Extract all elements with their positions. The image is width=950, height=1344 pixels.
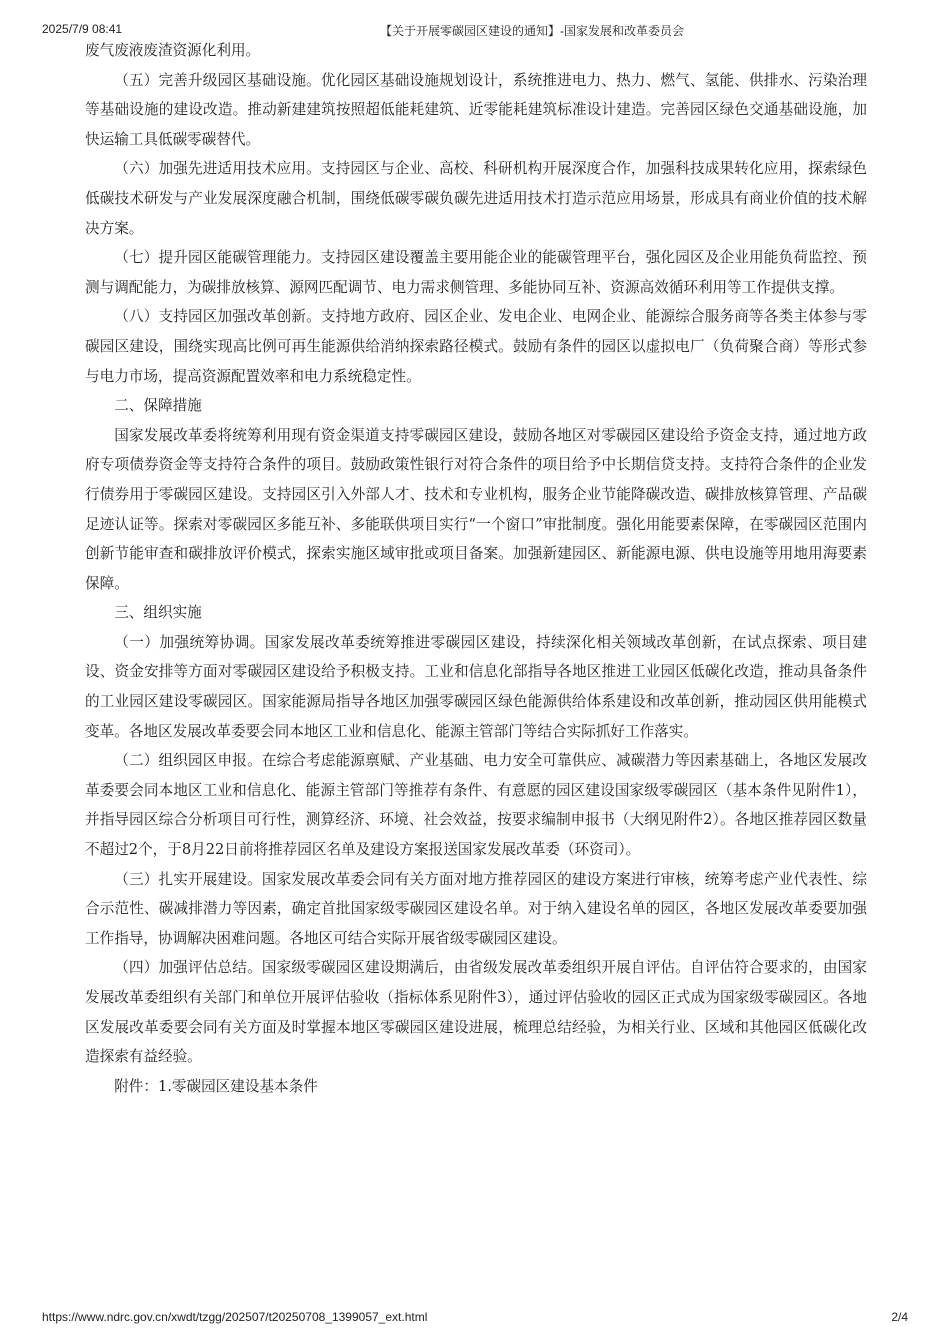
paragraph-impl-2: （二）组织园区申报。在综合考虑能源禀赋、产业基础、电力安全可靠供应、减碳潜力等因素基础上，各地区发展改革委要会同本地区工业和信息化、能源主管部门等推荐有条件、有意愿的园区建设国家级零碳园区（基本条件见附件1），并指导园区综合分析项目可行性，测算经济、环境、社会效益，按要求编制申报书（大纲见附件2）。各地区推荐园区数量不超过2个，于8月22日前将推荐园区名单及建设方案报送国家发展改革委（环资司）。: [85, 752, 867, 859]
paragraph-item-7: （七）提升园区能碳管理能力。支持园区建设覆盖主要用能企业的能碳管理平台，强化园区及企业用能负荷监控、预测与调配能力，为碳排放核算、源网匹配调节、电力需求侧管理、多能协同互补、资源高效循环利用等工作提供支撑。: [85, 249, 867, 296]
paragraph-item-6: （六）加强先进适用技术应用。支持园区与企业、高校、科研机构开展深度合作，加强科技成果转化应用，探索绿色低碳技术研发与产业发展深度融合机制，围绕低碳零碳负碳先进适用技术打造示范应用场景，形成具有商业价值的技术解决方案。: [85, 160, 867, 237]
paragraph-impl-1: （一）加强统筹协调。国家发展改革委统筹推进零碳园区建设，持续深化相关领域改革创新，在试点探索、项目建设、资金安排等方面对零碳园区建设给予积极支持。工业和信息化部指导各地区推进工业园区低碳化改造，推动具备条件的工业园区建设零碳园区。国家能源局指导各地区加强零碳园区绿色能源供给体系建设和改革创新，推动园区供用能模式变革。各地区发展改革委要会同本地区工业和信息化、能源主管部门等结合实际抓好工作落实。: [85, 633, 867, 740]
section-heading-implementation: 三、组织实施: [114, 604, 202, 622]
attachment-line: 附件：1.零碳园区建设基本条件: [114, 1077, 318, 1095]
paragraph-impl-3: （三）扎实开展建设。国家发展改革委会同有关方面对地方推荐园区的建设方案进行审核，统筹考虑产业代表性、综合示范性、碳减排潜力等因素，确定首批国家级零碳园区建设名单。对于纳入建设名单的园区，各地区发展改革委要加强工作指导，协调解决困难问题。各地区可结合实际开展省级零碳园区建设。: [85, 870, 867, 947]
print-footer: [42, 1310, 908, 1328]
paragraph-item-8: （八）支持园区加强改革创新。支持地方政府、园区企业、发电企业、电网企业、能源综合服务商等各类主体参与零碳园区建设，围绕实现高比例可再生能源供给消纳探索路径模式。鼓励有条件的园区以虚拟电厂（负荷聚合商）等形式参与电力市场，提高资源配置效率和电力系统稳定性。: [85, 308, 867, 385]
paragraph-item-5: （五）完善升级园区基础设施。优化园区基础设施规划设计，系统推进电力、热力、燃气、氢能、供排水、污染治理等基础设施的建设改造。推动新建建筑按照超低能耗建筑、近零能耗建筑标准设计建造。完善园区绿色交通基础设施，加快运输工具低碳零碳替代。: [85, 71, 867, 148]
print-date: 2025/7/9 08:41: [42, 22, 123, 36]
paragraph-safeguards: 国家发展改革委将统筹利用现有资金渠道支持零碳园区建设，鼓励各地区对零碳园区建设给予资金支持，通过地方政府专项债券资金等支持符合条件的项目。鼓励政策性银行对符合条件的项目给予中长期信贷支持。支持符合条件的企业发行债券用于零碳园区建设。支持园区引入外部人才、技术和专业机构，服务企业节能降碳改造、碳排放核算管理、产品碳足迹认证等。探索对零碳园区多能互补、多能联供项目实行“一个窗口”审批制度。强化用能要素保障，在零碳园区范围内创新节能审查和碳排放评价模式，探索实施区域审批或项目备案。加强新建园区、新能源电源、供电设施等用地用海要素保障。: [85, 426, 867, 592]
document-title: 【关于开展零碳园区建设的通知】-国家发展和改革委员会: [380, 24, 684, 38]
paragraph-continuation: 废气废液废渣资源化利用。: [85, 42, 261, 59]
section-heading-safeguards: 二、保障措施: [114, 397, 202, 415]
paragraph-impl-4: （四）加强评估总结。国家级零碳园区建设期满后，由省级发展改革委组织开展自评估。自评估符合要求的，由国家发展改革委组织有关部门和单位开展评估验收（指标体系见附件3），通过评估验收的园区正式成为国家级零碳园区。各地区发展改革委要会同有关方面及时掌握本地区零碳园区建设进展，梳理总结经验，为相关行业、区域和其他园区低碳化改造探索有益经验。: [85, 959, 867, 1066]
page-number: 2/4: [891, 1310, 908, 1324]
page-url: https://www.ndrc.gov.cn/xwdt/tzgg/202507/t20250708_1399057_ext.html: [42, 1310, 428, 1324]
document-body: [85, 36, 867, 1101]
